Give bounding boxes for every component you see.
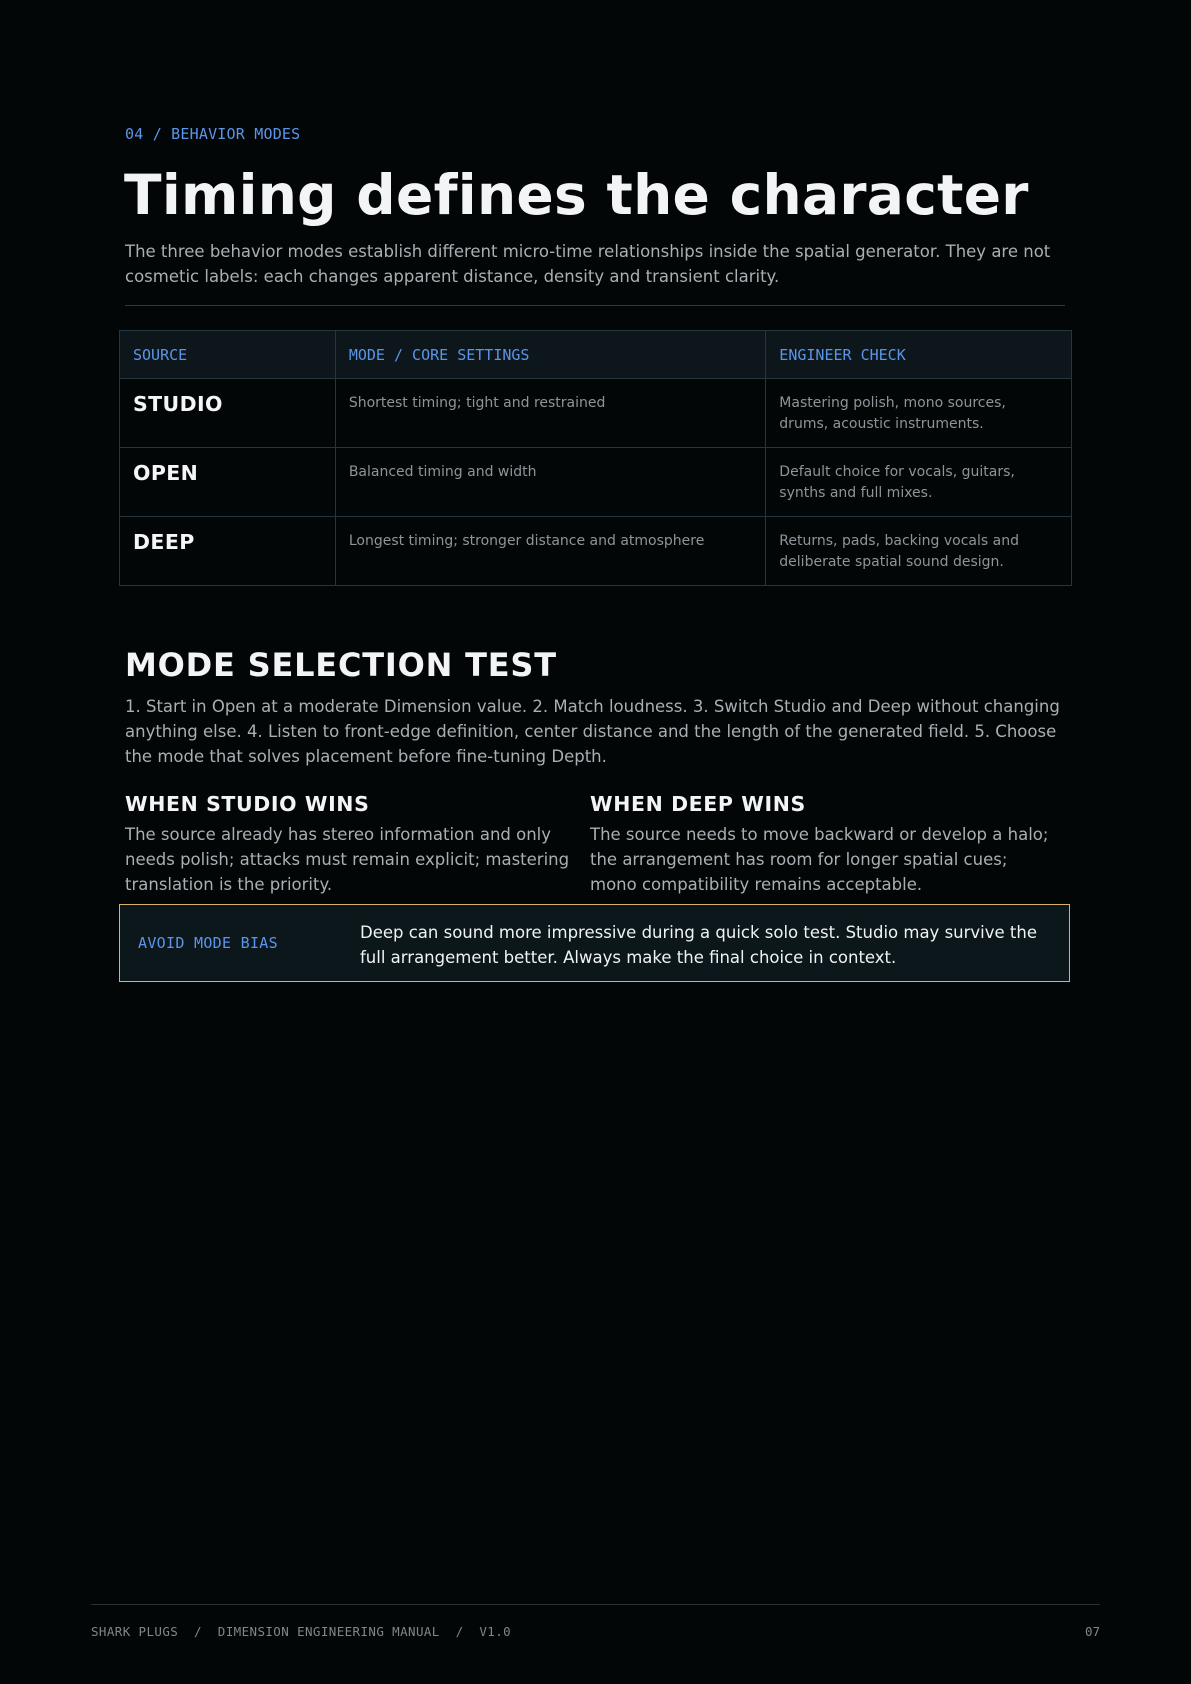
mode-name: OPEN	[120, 448, 336, 517]
mode-name: DEEP	[120, 517, 336, 586]
studio-wins-body: The source already has stereo information and only needs polish; attacks must remain explicit; mastering translation is the priority.	[125, 825, 570, 894]
footer-page-number: 07	[1084, 1624, 1100, 1639]
mode-settings: Shortest timing; tight and restrained	[335, 379, 765, 448]
column-header-mode-settings: MODE / CORE SETTINGS	[335, 331, 765, 379]
page-title: Timing defines the character	[124, 163, 1029, 227]
table-row	[120, 517, 1072, 586]
footer-publication: SHARK PLUGS / DIMENSION ENGINEERING MANUAL / V1.0	[91, 1624, 512, 1639]
studio-wins-column	[125, 789, 585, 897]
avoid-mode-bias-callout	[119, 904, 1070, 982]
mode-settings: Balanced timing and width	[335, 448, 765, 517]
intro-paragraph: The three behavior modes establish different micro-time relationships inside the spatial generator. They are not cosmetic labels: each changes apparent distance, density and transient clarity.	[125, 242, 1051, 286]
mode-name: STUDIO	[120, 379, 336, 448]
deep-wins-column	[590, 789, 1050, 897]
column-header-engineer-check: ENGINEER CHECK	[766, 331, 1072, 379]
callout-label: AVOID MODE BIAS	[138, 934, 278, 952]
mode-settings: Longest timing; stronger distance and atmosphere	[335, 517, 765, 586]
deep-wins-body: The source needs to move backward or develop a halo; the arrangement has room for longer spatial cues; mono compatibility remains acceptable.	[590, 825, 1049, 894]
deep-wins-heading: WHEN DEEP WINS	[590, 792, 806, 816]
mode-engineer-check: Returns, pads, backing vocals and deliberate spatial sound design.	[766, 517, 1072, 586]
table-header-row	[120, 331, 1072, 379]
modes-table	[119, 330, 1072, 586]
mode-selection-test-heading: MODE SELECTION TEST	[125, 646, 557, 684]
mode-engineer-check: Mastering polish, mono sources, drums, acoustic instruments.	[766, 379, 1072, 448]
footer-divider	[91, 1604, 1100, 1605]
table-row	[120, 448, 1072, 517]
table-row	[120, 379, 1072, 448]
mode-selection-test-body: 1. Start in Open at a moderate Dimension value. 2. Match loudness. 3. Switch Studio and Deep without changing anything else. 4. Listen to front-edge definition, center distance and the length of the generated field. 5. Choose the mode that solves placement before fine-tuning Depth.	[125, 697, 1060, 766]
callout-text: Deep can sound more impressive during a quick solo test. Studio may survive the full arrangement better. Always make the final choice in context.	[360, 923, 1037, 967]
studio-wins-heading: WHEN STUDIO WINS	[125, 792, 370, 816]
header-divider	[125, 305, 1065, 306]
column-header-source: SOURCE	[120, 331, 336, 379]
mode-engineer-check: Default choice for vocals, guitars, synths and full mixes.	[766, 448, 1072, 517]
section-label: 04 / BEHAVIOR MODES	[125, 125, 301, 143]
